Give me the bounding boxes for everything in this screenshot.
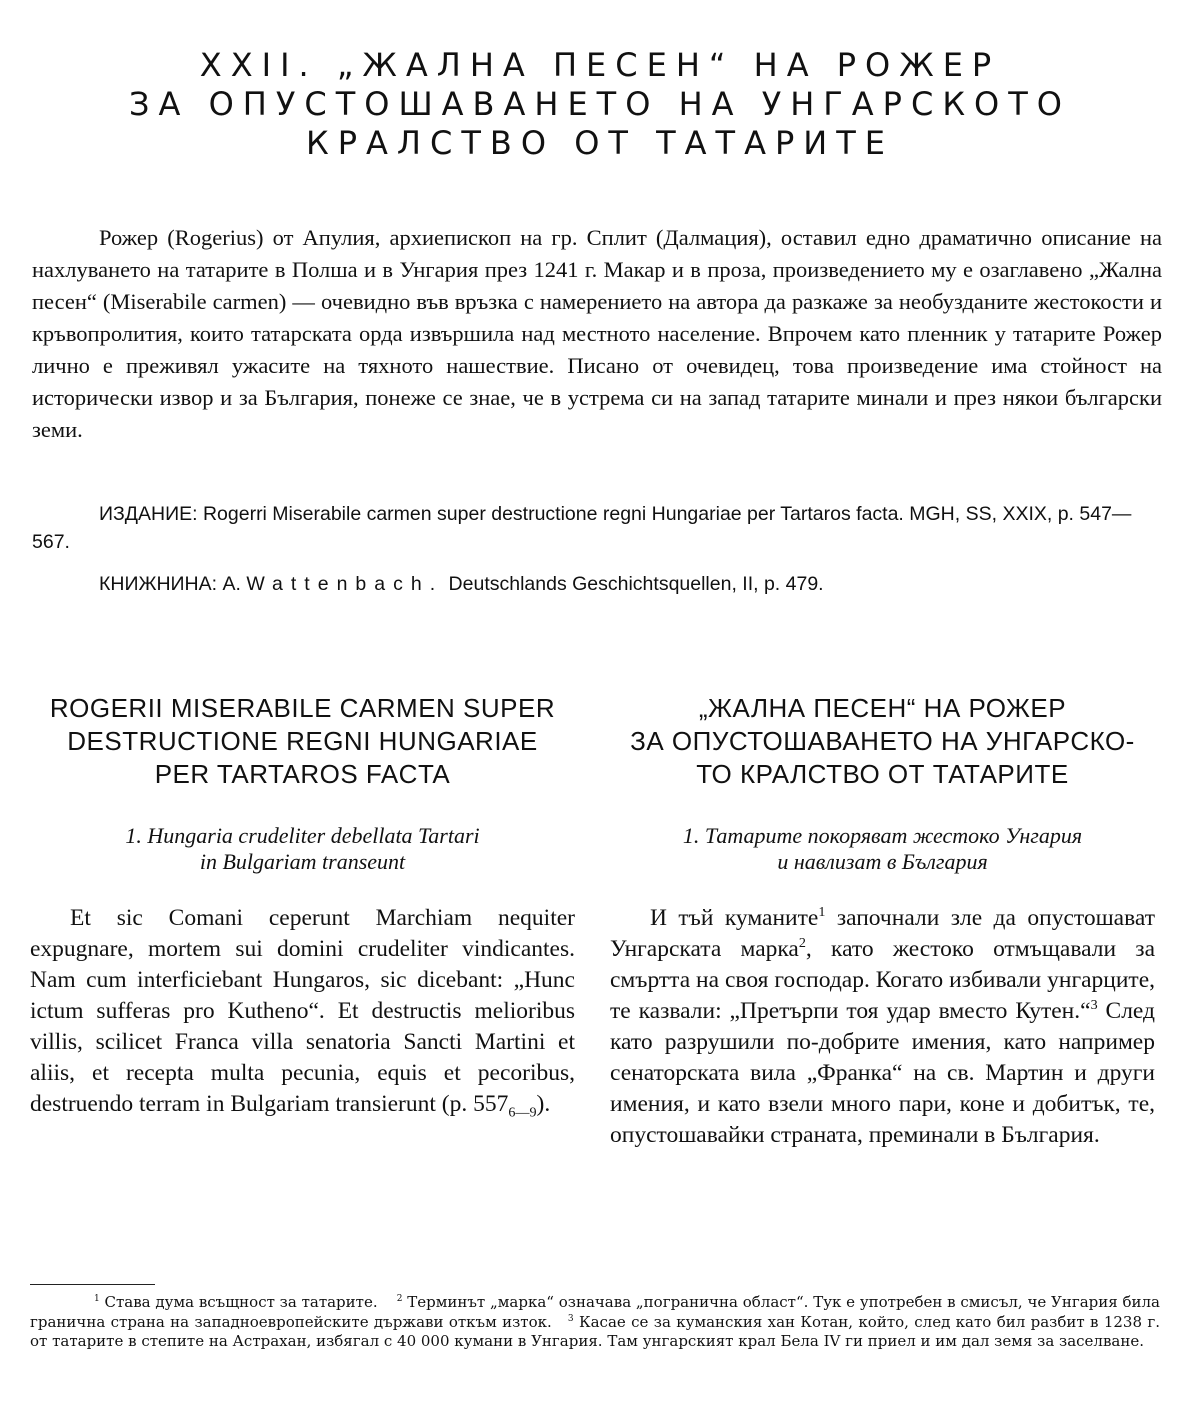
bulgarian-body bbox=[610, 903, 1155, 1151]
literature-reference bbox=[32, 570, 1162, 598]
edition-reference bbox=[32, 500, 1162, 556]
literature-label: КНИЖНИНА: bbox=[99, 573, 218, 595]
latin-section-heading bbox=[30, 823, 575, 875]
latin-title bbox=[30, 692, 575, 791]
bulgarian-section-line: и навлизат в България bbox=[777, 849, 988, 874]
footnotes bbox=[30, 1293, 1160, 1352]
author-initial: A. bbox=[222, 573, 241, 595]
bulgarian-title-line: „ЖАЛНА ПЕСЕН“ НА РОЖЕР bbox=[698, 693, 1067, 723]
bulgarian-title-line: ТО КРАЛСТВО ОТ ТАТАРИТЕ bbox=[696, 759, 1069, 789]
bulgarian-body-text: започнали зле да опустошават Унгарската марка bbox=[610, 905, 1155, 962]
latin-title-line: DESTRUCTIONE REGNI HUNGARIAE bbox=[67, 726, 538, 756]
intro-paragraph bbox=[32, 222, 1162, 446]
latin-body bbox=[30, 903, 575, 1120]
chapter-title bbox=[0, 46, 1200, 163]
chapter-title-line: XXII. „ЖАЛНА ПЕСЕН“ НА РОЖЕР bbox=[199, 46, 1001, 84]
latin-ref-subscript: 6—9 bbox=[508, 1104, 537, 1121]
bulgarian-title-line: ЗА ОПУСТОШАВАНЕТО НА УНГАРСКО- bbox=[630, 726, 1135, 756]
chapter-title-line: КРАЛСТВО ОТ ТАТАРИТЕ bbox=[306, 124, 894, 162]
footnote-marker: 2 bbox=[798, 935, 806, 952]
bulgarian-title bbox=[610, 692, 1155, 791]
intro-text: Рожер (Rogerius) от Апулия, архиепископ на гр. Сплит (Далмация), оставил едно драматично описание на нахлуването на татарите в Полша и в Унгария през 1241 г. Макар и в проза, произведението му е озаглавено „Жална песен“ (Miserabile carmen) — очевидно във връзка с намерението на автора да разкаже за необузданите жестокости и кръвопролития, които татарската орда извършила над местното население. Впрочем като пленник у татарите Рожер лично е преживял ужасите на тяхното нашествие. Писано от очевидец, това произведение има стойност на исторически извор и за България, понеже се знае, че в устрема си на запад татарите минали и през някои български земи. bbox=[32, 225, 1162, 442]
bulgarian-body-text: И тъй куманите bbox=[650, 905, 819, 931]
latin-body-text: Et sic Comani ceperunt Marchiam nequiter expugnare, mortem sui domini crudeliter vindicantes. Nam cum interficiebant Hungaros, sic dicebant: „Hunc ictum sufferas pro Kutheno“. Et destructis melioribus villis, scilicet Franca villa senatoria Sancti Martini et aliis, et recepta multa pecunia, equis et pecoribus, destruendo terram in Bulgariam transierunt (p. 557 bbox=[30, 905, 575, 1117]
footnote-text: Става дума всъщност за татарите. bbox=[99, 1293, 378, 1311]
literature-text: Deutschlands Geschichtsquellen, II, p. 479. bbox=[448, 573, 824, 595]
bulgarian-section-heading bbox=[610, 823, 1155, 875]
bulgarian-section-line: 1. Татарите покоряват жестоко Унгария bbox=[682, 823, 1083, 848]
latin-title-line: ROGERII MISERABILE CARMEN SUPER bbox=[49, 693, 556, 723]
latin-title-line: PER TARTAROS FACTA bbox=[154, 759, 451, 789]
footnote-text: Касае се за куманския хан Котан, който, след като бил разбит в 1238 г. от татарите в степите на Астрахан, избягал с 40 000 кумани в Унгария. Там унгарският крал Бела IV ги приел и им дал земя за заселване. bbox=[30, 1312, 1160, 1350]
footnote-divider bbox=[30, 1284, 155, 1285]
footnote-number: 3 bbox=[567, 1313, 574, 1324]
footnote-marker: 3 bbox=[1090, 997, 1098, 1014]
author-name: Wattenbach. bbox=[246, 573, 444, 595]
footnote-marker: 1 bbox=[818, 904, 826, 921]
latin-column bbox=[30, 692, 575, 1120]
edition-text: Rogerri Miserabile carmen super destructione regni Hungariae per Tartaros facta. MGH, SS, XXIX, p. 547—567. bbox=[32, 503, 1132, 553]
edition-label: ИЗДАНИЕ: bbox=[99, 503, 198, 525]
bulgarian-body-text: , като жестоко отмъщавали за смъртта на своя господар. Когато избивали унгарците, те казвали: „Претърпи тоя удар вместо Кутен.“ bbox=[610, 936, 1155, 1024]
footnote-number: 1 bbox=[94, 1294, 100, 1304]
chapter-title-line: ЗА ОПУСТОШАВАНЕТО НА УНГАРСКОТО bbox=[129, 85, 1071, 123]
bulgarian-column bbox=[610, 692, 1155, 1151]
latin-section-line: in Bulgariam transeunt bbox=[199, 849, 406, 874]
footnote-number: 2 bbox=[396, 1294, 403, 1304]
latin-ref-close: ). bbox=[536, 1091, 551, 1117]
footnote-text: Терминът „марка“ означава „погранична област“. Тук е употребен в смисъл, че Унгария била гранична страна на западноевропейските държави откъм изток. bbox=[30, 1293, 1160, 1331]
bulgarian-body-text: След като разрушили по-добрите имения, като например сенаторската вила „Франка“ на св. Мартин и други имения, и като взели много пари, коне и добитък, те, опустошавайки страната, преминали в България. bbox=[610, 998, 1156, 1148]
latin-section-line: 1. Hungaria crudeliter debellata Tartari bbox=[125, 823, 480, 848]
